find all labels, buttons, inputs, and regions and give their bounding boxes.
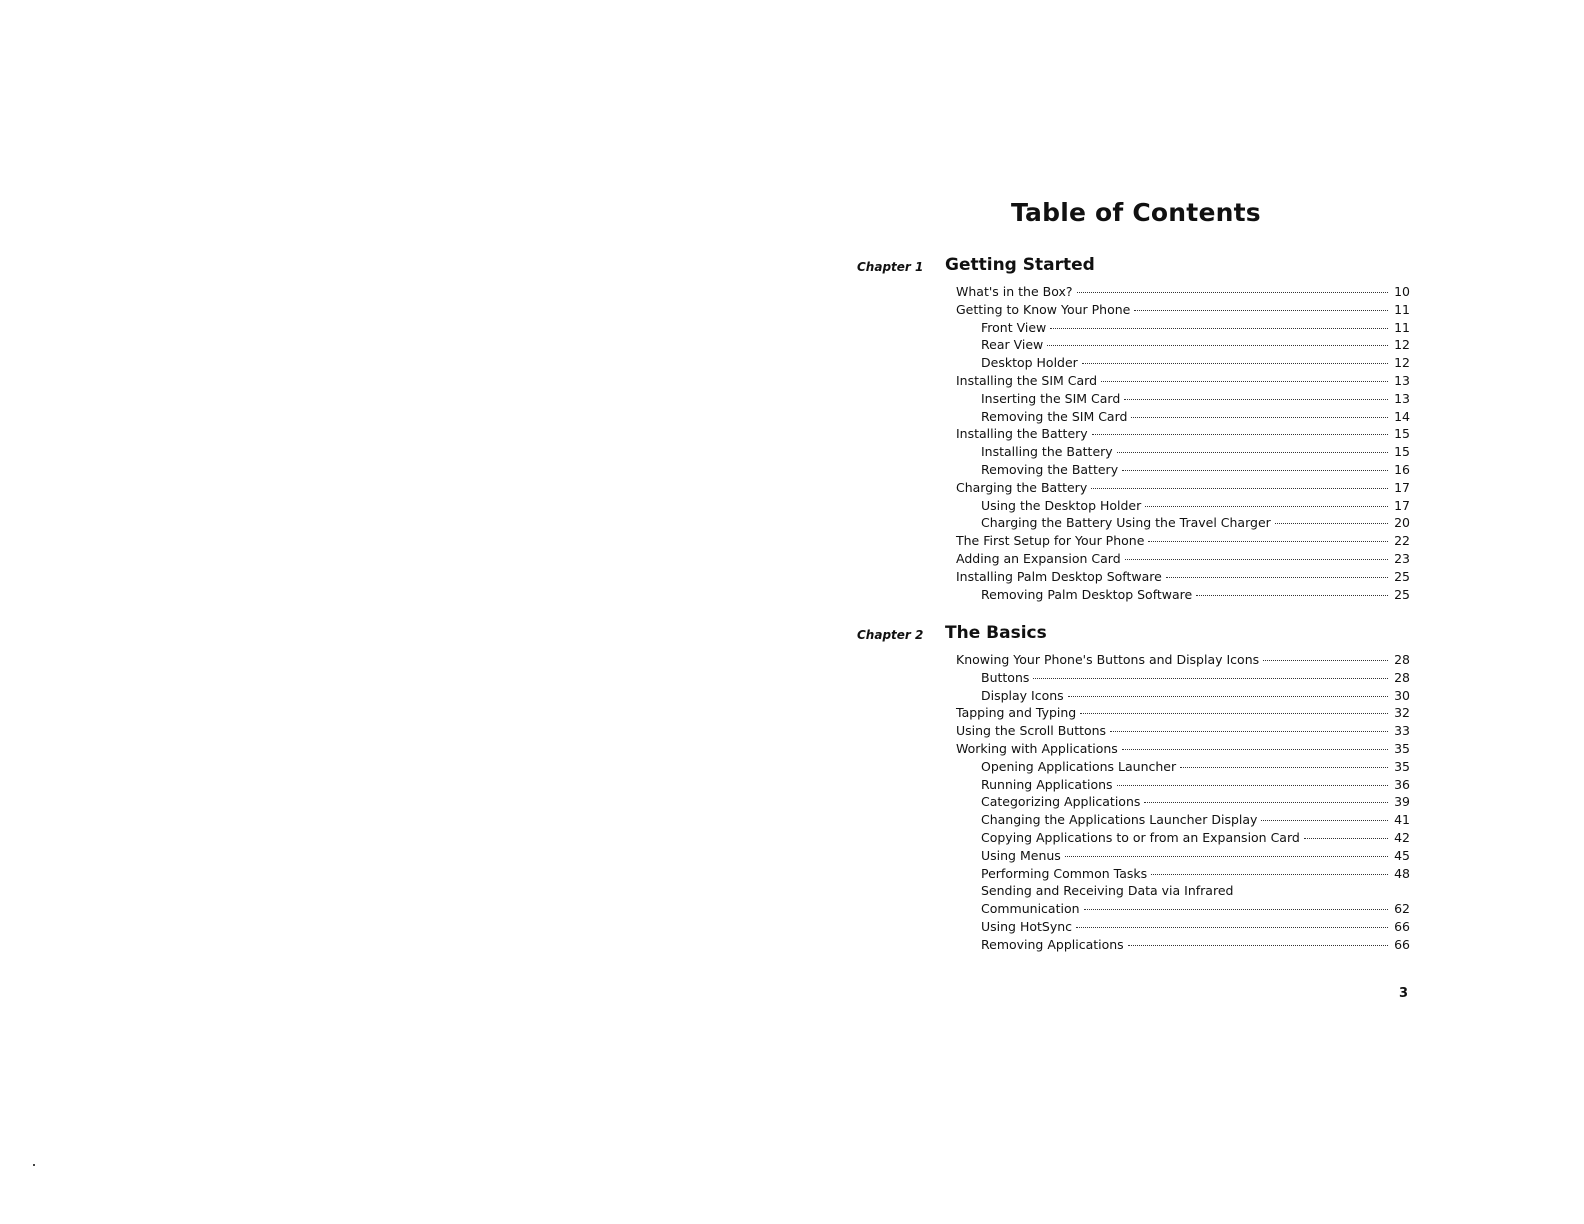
toc-entry-title: Using the Scroll Buttons (956, 723, 1107, 739)
toc-entry-title: Charging the Battery (956, 479, 1088, 495)
toc-entry-page: 39 (1394, 794, 1410, 810)
toc-entry-title: Removing Palm Desktop Software (981, 586, 1193, 602)
chapter-1-section (857, 255, 1417, 602)
dot-leader (1304, 838, 1388, 839)
toc-entry-title: Communication (981, 901, 1080, 917)
dot-leader (1117, 452, 1388, 453)
toc-entry-page: 14 (1394, 408, 1410, 424)
chapter-label: Chapter 2 (857, 628, 924, 642)
dot-leader (1148, 541, 1388, 542)
toc-entry-title: Using Menus (981, 847, 1061, 863)
toc-entry-title: Performing Common Tasks (981, 865, 1148, 881)
toc-entry-title: Tapping and Typing (956, 705, 1077, 721)
chapter-heading (857, 255, 1417, 283)
toc-entry-title: Adding an Expansion Card (956, 550, 1121, 566)
toc-entry-page: 22 (1394, 533, 1410, 549)
toc-entry-page: 45 (1394, 847, 1410, 863)
toc-entry-title: Running Applications (981, 776, 1113, 792)
toc-entry-title: Knowing Your Phone's Buttons and Display Icons (956, 652, 1260, 667)
toc-entry-title: Installing the Battery (981, 444, 1113, 460)
dot-leader (1091, 488, 1388, 489)
dot-leader (1122, 470, 1388, 471)
toc-entry-page: 13 (1394, 390, 1410, 406)
toc-entry-title: Removing the SIM Card (981, 408, 1128, 424)
toc-entry-title: Rear View (981, 337, 1044, 353)
toc-entry-title: The First Setup for Your Phone (956, 533, 1145, 549)
toc-entry-title: Using the Desktop Holder (981, 497, 1142, 513)
toc-entry-page: 12 (1394, 337, 1410, 353)
toc-entry-page: 30 (1394, 687, 1410, 703)
toc-entry[interactable] (956, 425, 1410, 443)
toc-entry[interactable] (956, 918, 1410, 936)
toc-entry-page: 33 (1394, 723, 1410, 739)
dot-leader (1261, 820, 1388, 821)
dot-leader (1122, 749, 1388, 750)
toc-entry-title: Charging the Battery Using the Travel Charger (981, 515, 1271, 531)
toc-entry[interactable] (956, 586, 1410, 604)
toc-entry-page: 32 (1394, 705, 1410, 721)
dot-leader (1068, 696, 1388, 697)
dot-leader (1144, 802, 1388, 803)
toc-entry[interactable] (956, 568, 1410, 586)
toc-entry[interactable] (956, 443, 1410, 461)
toc-entry-title: Getting to Know Your Phone (956, 301, 1131, 317)
dot-leader (1065, 856, 1388, 857)
dot-leader (1124, 399, 1388, 400)
toc-entry-title: Categorizing Applications (981, 794, 1141, 810)
chapter-title[interactable]: The Basics (945, 623, 1047, 643)
chapter-2-section (857, 623, 1417, 952)
toc-entry-page: 11 (1394, 319, 1410, 335)
toc-entry-page: 17 (1394, 497, 1410, 513)
toc-entry-page: 25 (1394, 568, 1410, 584)
toc-entry-title: Changing the Applications Launcher Display (981, 812, 1258, 828)
toc-entry-page: 35 (1394, 758, 1410, 774)
toc-entry[interactable] (956, 319, 1410, 337)
toc-entry-page: 42 (1394, 829, 1410, 845)
toc-entry-page: 48 (1394, 865, 1410, 881)
toc-entry-page: 28 (1394, 652, 1410, 667)
toc-entry[interactable] (956, 514, 1410, 532)
toc-entry[interactable] (956, 479, 1410, 497)
toc-entry-page: 62 (1394, 901, 1410, 917)
dot-leader (1166, 577, 1388, 578)
page-number: 3 (1399, 986, 1409, 1001)
dot-leader (1131, 417, 1388, 418)
toc-entry-page: 23 (1394, 550, 1410, 566)
dot-leader (1263, 660, 1388, 661)
dot-leader (1196, 595, 1388, 596)
dot-leader (1076, 927, 1388, 928)
dot-leader (1275, 523, 1388, 524)
toc-entry[interactable] (956, 865, 1410, 883)
dot-leader (1050, 328, 1388, 329)
toc-entry-page: 36 (1394, 776, 1410, 792)
toc-entry-page: 20 (1394, 515, 1410, 531)
toc-entry-page: 16 (1394, 461, 1410, 477)
dot-leader (1125, 559, 1388, 560)
dot-leader (1128, 945, 1388, 946)
dot-leader (1082, 363, 1388, 364)
dot-leader (1145, 506, 1388, 507)
dot-leader (1080, 713, 1388, 714)
toc-entry-title: Installing the Battery (956, 426, 1088, 442)
toc-list (956, 283, 1410, 603)
toc-entry[interactable] (956, 336, 1410, 354)
toc-entry[interactable] (956, 390, 1410, 408)
dot-leader (1092, 434, 1388, 435)
toc-entry-page: 15 (1394, 444, 1410, 460)
toc-entry-title: Display Icons (981, 687, 1064, 703)
dot-leader (1151, 874, 1388, 875)
dot-leader (1047, 345, 1388, 346)
toc-entry-page: 11 (1394, 301, 1410, 317)
toc-entry-title: Opening Applications Launcher (981, 758, 1177, 774)
scan-speck (33, 1164, 35, 1166)
toc-entry-title: Using HotSync (981, 918, 1073, 934)
dot-leader (1033, 678, 1388, 679)
toc-entry-page: 10 (1394, 284, 1410, 299)
chapter-title[interactable]: Getting Started (945, 255, 1095, 275)
dot-leader (1084, 909, 1388, 910)
toc-entry[interactable] (956, 497, 1410, 515)
chapter-heading (857, 623, 1417, 651)
dot-leader (1101, 381, 1388, 382)
toc-entry[interactable] (956, 408, 1410, 426)
toc-entry-title: Desktop Holder (981, 355, 1078, 371)
toc-entry[interactable] (956, 461, 1410, 479)
toc-entry-title: Copying Applications to or from an Expansion Card (981, 829, 1300, 845)
toc-entry-title: Installing the SIM Card (956, 372, 1098, 388)
toc-entry-page: 12 (1394, 355, 1410, 371)
toc-entry-page: 66 (1394, 918, 1410, 934)
toc-entry-page: 15 (1394, 426, 1410, 442)
toc-entry[interactable] (956, 687, 1410, 705)
toc-entry-title: Removing Applications (981, 936, 1124, 952)
toc-entry-title: Front View (981, 319, 1047, 335)
toc-entry-title: Working with Applications (956, 740, 1118, 756)
toc-entry[interactable] (956, 847, 1410, 865)
toc-entry[interactable] (956, 793, 1410, 811)
toc-entry[interactable] (956, 829, 1410, 847)
toc-entry[interactable] (956, 651, 1410, 669)
toc-entry[interactable] (956, 372, 1410, 390)
toc-entry[interactable] (956, 354, 1410, 372)
toc-entry-page: 17 (1394, 479, 1410, 495)
toc-entry[interactable] (956, 550, 1410, 568)
page-title: Table of Contents (1011, 198, 1261, 227)
dot-leader (1134, 310, 1388, 311)
toc-entry-title: What's in the Box? (956, 284, 1073, 299)
toc-entry[interactable] (956, 722, 1410, 740)
toc-entry-page: 66 (1394, 936, 1410, 952)
toc-entry-page: 41 (1394, 812, 1410, 828)
dot-leader (1077, 292, 1389, 293)
toc-entry[interactable] (956, 936, 1410, 954)
toc-entry[interactable] (956, 532, 1410, 550)
chapter-label: Chapter 1 (857, 260, 924, 274)
toc-entry-title: Sending and Receiving Data via Infrared (981, 883, 1234, 899)
toc-entry[interactable] (956, 301, 1410, 319)
toc-entry-page: 25 (1394, 586, 1410, 602)
dot-leader (1110, 731, 1388, 732)
toc-entry[interactable] (956, 758, 1410, 776)
toc-entry[interactable] (956, 900, 1410, 918)
dot-leader (1117, 785, 1388, 786)
toc-entry[interactable] (956, 669, 1410, 687)
toc-entry[interactable] (956, 704, 1410, 722)
toc-entry[interactable] (956, 882, 1410, 900)
toc-entry[interactable] (956, 283, 1410, 301)
toc-entry-title: Installing Palm Desktop Software (956, 568, 1162, 584)
toc-entry[interactable] (956, 776, 1410, 794)
toc-entry-title: Removing the Battery (981, 461, 1119, 477)
toc-entry-page: 13 (1394, 372, 1410, 388)
dot-leader (1180, 767, 1388, 768)
toc-entry-title: Buttons (981, 669, 1030, 685)
toc-entry[interactable] (956, 740, 1410, 758)
toc-list (956, 651, 1410, 954)
toc-entry-page: 28 (1394, 669, 1410, 685)
toc-entry-page: 35 (1394, 740, 1410, 756)
toc-entry-title: Inserting the SIM Card (981, 390, 1121, 406)
toc-entry[interactable] (956, 811, 1410, 829)
